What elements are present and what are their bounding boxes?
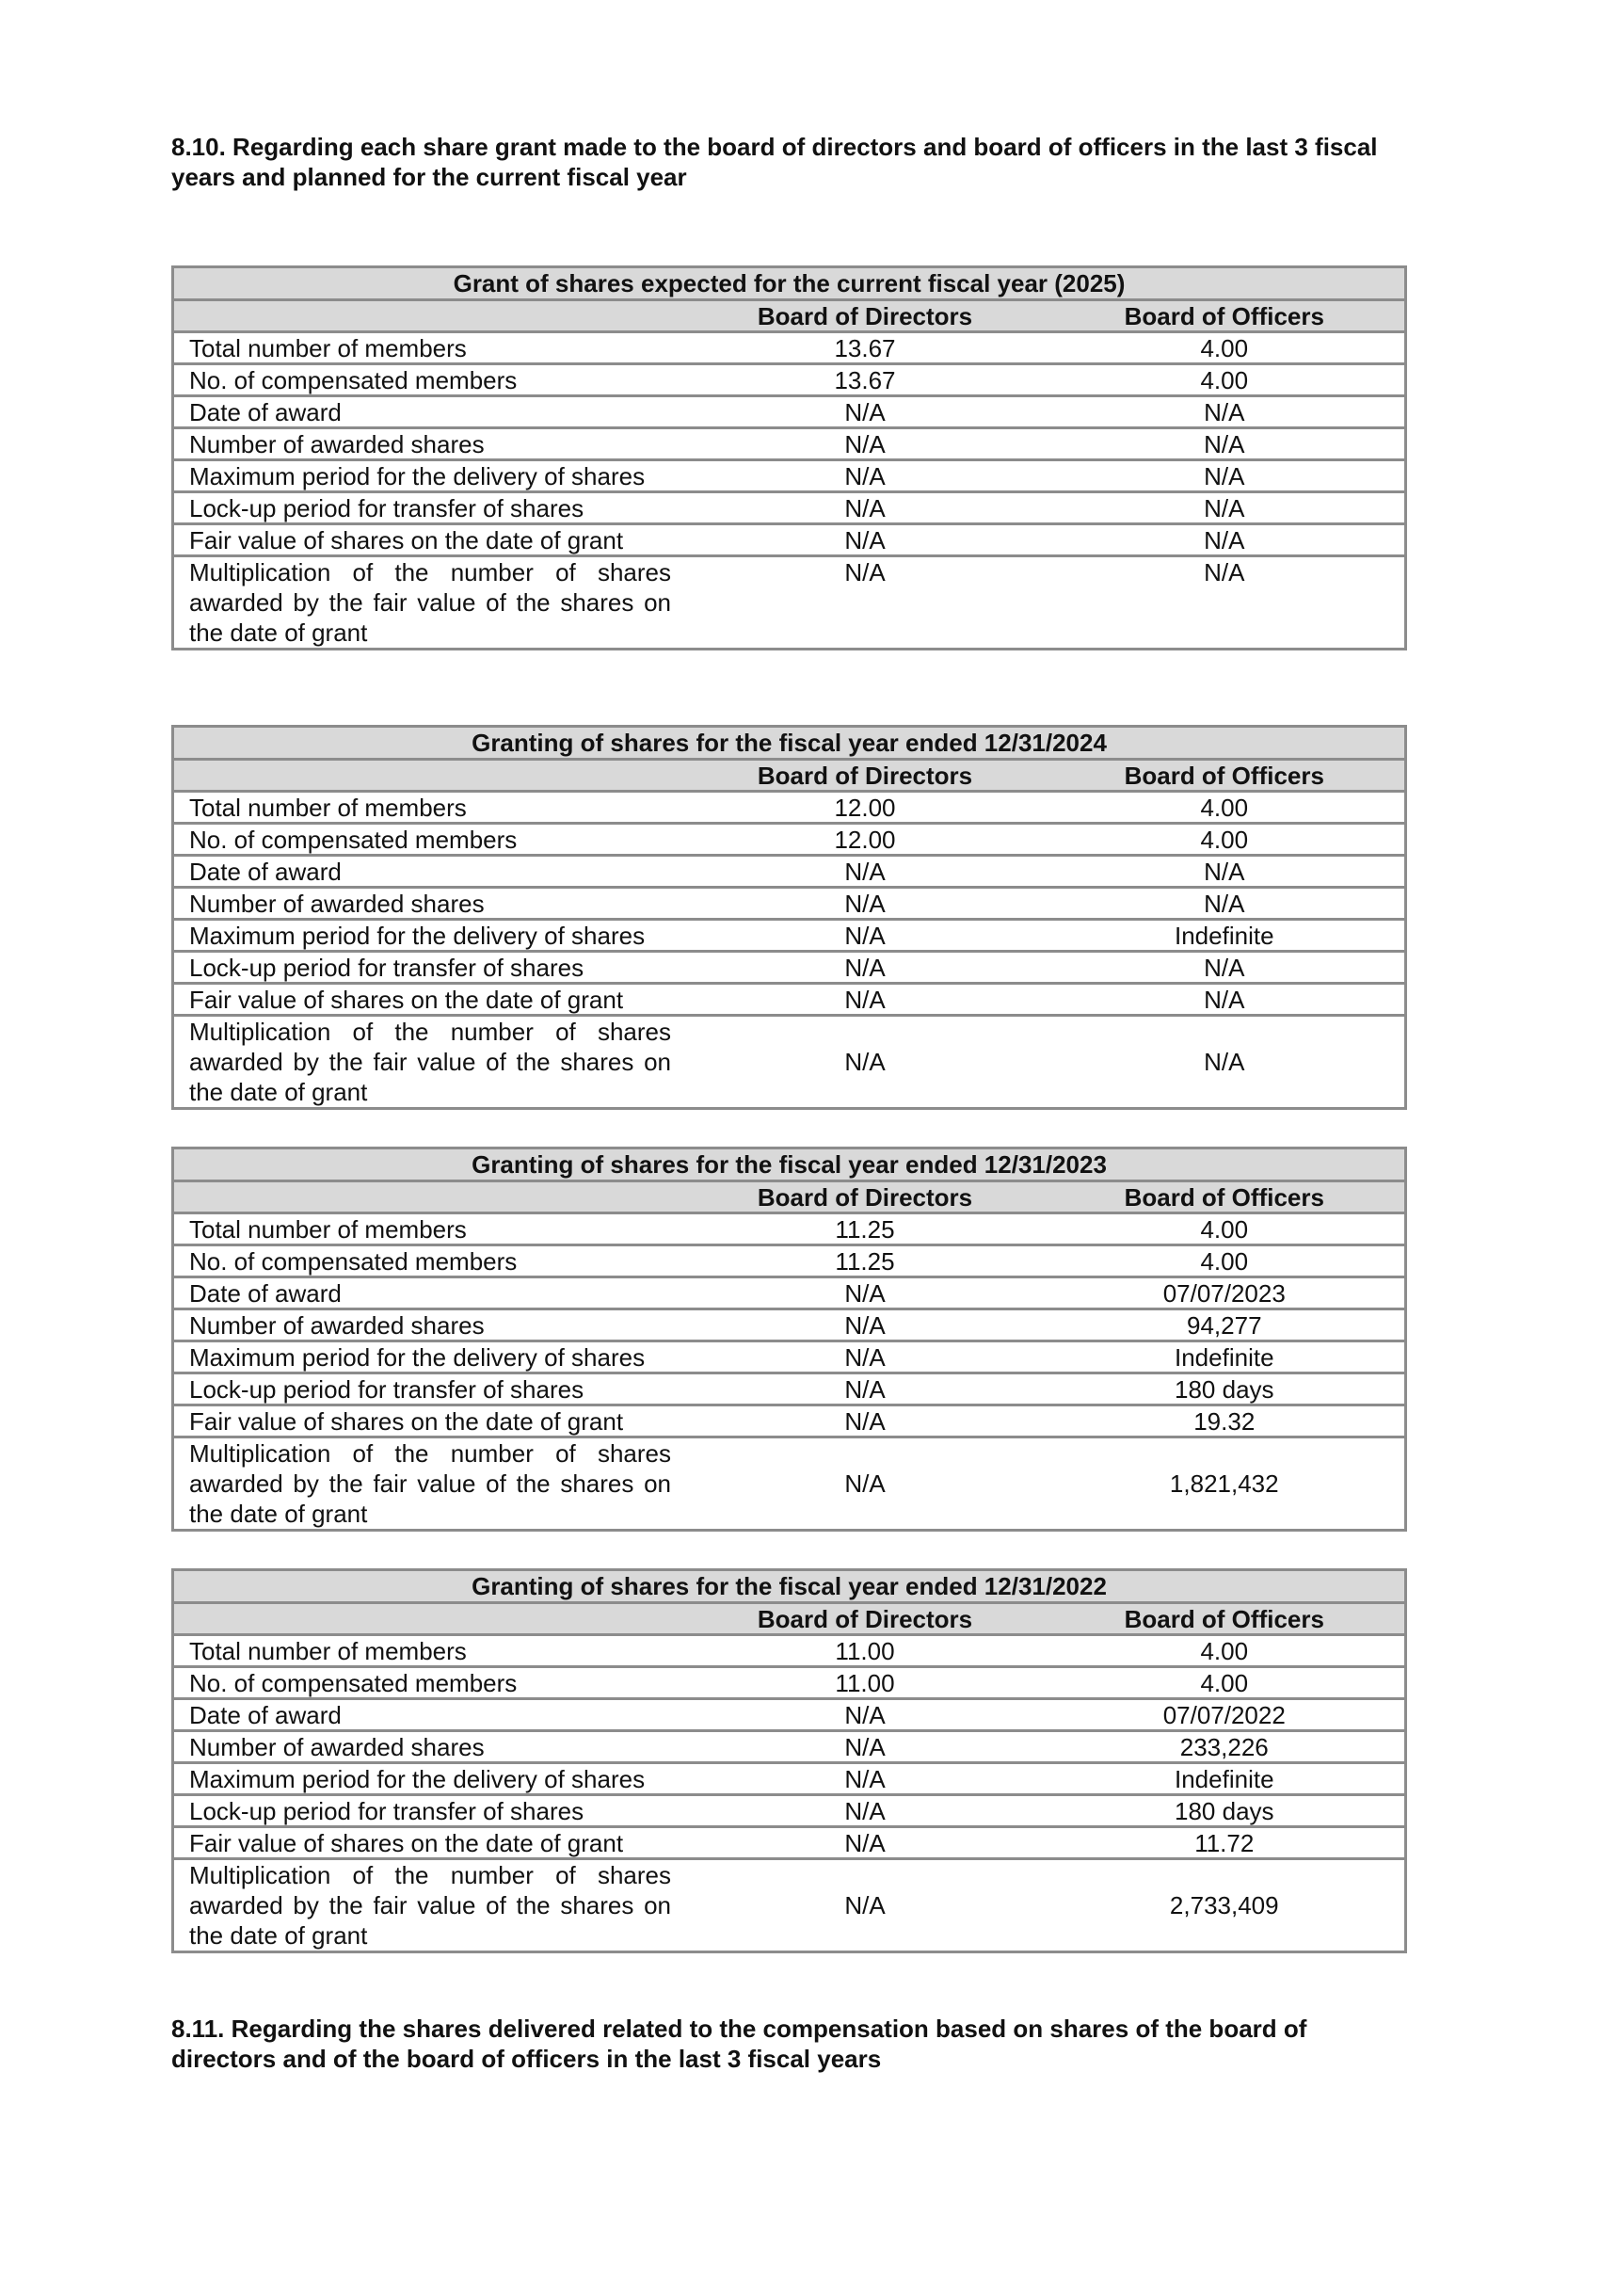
share-grant-table-2024 — [171, 725, 1407, 1110]
column-header-officers: Board of Officers — [1045, 760, 1406, 792]
row-label: Fair value of shares on the date of grant — [173, 524, 686, 556]
table-row — [173, 428, 1406, 460]
directors-value: N/A — [686, 1699, 1045, 1731]
officers-value: 2,733,409 — [1045, 1859, 1406, 1952]
table-row — [173, 888, 1406, 920]
directors-value: N/A — [686, 1731, 1045, 1763]
table-row — [173, 824, 1406, 856]
directors-value: 13.67 — [686, 364, 1045, 396]
directors-value: 11.00 — [686, 1635, 1045, 1667]
directors-value: 11.00 — [686, 1667, 1045, 1699]
directors-value: N/A — [686, 396, 1045, 428]
officers-value: 19.32 — [1045, 1405, 1406, 1437]
officers-value: N/A — [1045, 984, 1406, 1016]
row-label: Date of award — [173, 856, 686, 888]
table-row — [173, 1373, 1406, 1405]
officers-value: 1,821,432 — [1045, 1437, 1406, 1531]
directors-value: N/A — [686, 1795, 1045, 1827]
officers-value: N/A — [1045, 396, 1406, 428]
row-label: Fair value of shares on the date of grant — [173, 984, 686, 1016]
row-label: Date of award — [173, 396, 686, 428]
directors-value: N/A — [686, 1341, 1045, 1373]
officers-value: N/A — [1045, 428, 1406, 460]
table-row — [173, 556, 1406, 650]
directors-value: 11.25 — [686, 1213, 1045, 1245]
row-label: Lock-up period for transfer of shares — [173, 1795, 686, 1827]
table-row — [173, 1277, 1406, 1309]
column-header-directors: Board of Directors — [686, 300, 1045, 332]
officers-value: N/A — [1045, 492, 1406, 524]
directors-value: N/A — [686, 984, 1045, 1016]
directors-value: N/A — [686, 492, 1045, 524]
column-header-directors: Board of Directors — [686, 1181, 1045, 1213]
row-label: Fair value of shares on the date of grant — [173, 1405, 686, 1437]
row-label: Multiplication of the number of shares awarded by the fair value of the shares on the date of grant — [189, 1861, 671, 1950]
directors-value: N/A — [686, 1016, 1045, 1109]
officers-value: N/A — [1045, 856, 1406, 888]
column-header-officers: Board of Officers — [1045, 1603, 1406, 1635]
table-row — [173, 1437, 1406, 1531]
officers-value: 4.00 — [1045, 1667, 1406, 1699]
row-label: No. of compensated members — [173, 824, 686, 856]
officers-value: N/A — [1045, 460, 1406, 492]
table-row — [173, 1213, 1406, 1245]
row-label: No. of compensated members — [173, 1245, 686, 1277]
row-label: Number of awarded shares — [173, 428, 686, 460]
table-row — [173, 332, 1406, 364]
row-label: Number of awarded shares — [173, 888, 686, 920]
directors-value: N/A — [686, 1827, 1045, 1859]
row-label: Multiplication of the number of shares awarded by the fair value of the shares on the date of grant — [189, 1439, 671, 1528]
table-row — [173, 1763, 1406, 1795]
officers-value: 180 days — [1045, 1795, 1406, 1827]
row-label: Number of awarded shares — [173, 1309, 686, 1341]
officers-value: 4.00 — [1045, 332, 1406, 364]
row-label: Total number of members — [173, 1635, 686, 1667]
table-title: Granting of shares for the fiscal year ended 12/31/2023 — [173, 1148, 1406, 1181]
officers-value: 11.72 — [1045, 1827, 1406, 1859]
table-row — [173, 492, 1406, 524]
table-row — [173, 1699, 1406, 1731]
table-row — [173, 1341, 1406, 1373]
table-row — [173, 1827, 1406, 1859]
row-label: Maximum period for the delivery of shares — [173, 460, 686, 492]
officers-value: Indefinite — [1045, 920, 1406, 952]
row-label: Lock-up period for transfer of shares — [173, 492, 686, 524]
row-label: Total number of members — [173, 332, 686, 364]
table-title: Granting of shares for the fiscal year ended 12/31/2022 — [173, 1570, 1406, 1603]
column-header-blank — [173, 1181, 686, 1213]
directors-value: N/A — [686, 1405, 1045, 1437]
officers-value: N/A — [1045, 1016, 1406, 1109]
directors-value: N/A — [686, 920, 1045, 952]
section-8-10-heading: 8.10. Regarding each share grant made to the board of directors and board of officers in the last 3 fiscal years and planned for the current fiscal year — [171, 133, 1378, 191]
row-label: Date of award — [173, 1277, 686, 1309]
table-row — [173, 1731, 1406, 1763]
directors-value: N/A — [686, 524, 1045, 556]
row-label: Total number of members — [173, 792, 686, 824]
column-header-directors: Board of Directors — [686, 1603, 1045, 1635]
table-row — [173, 1667, 1406, 1699]
column-header-officers: Board of Officers — [1045, 300, 1406, 332]
row-label: Date of award — [173, 1699, 686, 1731]
directors-value: N/A — [686, 1309, 1045, 1341]
officers-value: N/A — [1045, 524, 1406, 556]
row-label: Fair value of shares on the date of grant — [173, 1827, 686, 1859]
table-row — [173, 396, 1406, 428]
table-row — [173, 1016, 1406, 1109]
officers-value: 4.00 — [1045, 792, 1406, 824]
row-label: Total number of members — [173, 1213, 686, 1245]
table-row — [173, 792, 1406, 824]
officers-value: Indefinite — [1045, 1341, 1406, 1373]
row-label: No. of compensated members — [173, 1667, 686, 1699]
row-label: Maximum period for the delivery of shares — [173, 920, 686, 952]
officers-value: N/A — [1045, 556, 1406, 650]
table-row — [173, 524, 1406, 556]
directors-value: N/A — [686, 888, 1045, 920]
column-header-officers: Board of Officers — [1045, 1181, 1406, 1213]
row-label: Maximum period for the delivery of shares — [173, 1763, 686, 1795]
officers-value: 4.00 — [1045, 824, 1406, 856]
column-header-blank — [173, 760, 686, 792]
officers-value: 94,277 — [1045, 1309, 1406, 1341]
row-label: Maximum period for the delivery of shares — [173, 1341, 686, 1373]
directors-value: 12.00 — [686, 792, 1045, 824]
table-row — [173, 856, 1406, 888]
table-row — [173, 460, 1406, 492]
table-row — [173, 952, 1406, 984]
directors-value: N/A — [686, 1437, 1045, 1531]
directors-value: N/A — [686, 460, 1045, 492]
officers-value: N/A — [1045, 952, 1406, 984]
section-8-11-heading: 8.11. Regarding the shares delivered related to the compensation based on shares of the board of directors and of the board of officers in the last 3 fiscal years — [171, 2015, 1307, 2073]
share-grant-table-2023 — [171, 1147, 1407, 1532]
row-label: Multiplication of the number of shares awarded by the fair value of the shares on the date of grant — [189, 1018, 671, 1106]
directors-value: N/A — [686, 952, 1045, 984]
officers-value: 180 days — [1045, 1373, 1406, 1405]
directors-value: N/A — [686, 1277, 1045, 1309]
table-row — [173, 984, 1406, 1016]
directors-value: N/A — [686, 428, 1045, 460]
directors-value: N/A — [686, 556, 1045, 650]
officers-value: 4.00 — [1045, 1635, 1406, 1667]
table-row — [173, 1859, 1406, 1952]
column-header-blank — [173, 300, 686, 332]
directors-value: 11.25 — [686, 1245, 1045, 1277]
share-grant-table-2025 — [171, 265, 1407, 650]
officers-value: N/A — [1045, 888, 1406, 920]
table-row — [173, 1405, 1406, 1437]
table-row — [173, 920, 1406, 952]
officers-value: 4.00 — [1045, 1213, 1406, 1245]
row-label: Number of awarded shares — [173, 1731, 686, 1763]
row-label: Lock-up period for transfer of shares — [173, 952, 686, 984]
table-row — [173, 1635, 1406, 1667]
row-label: Multiplication of the number of shares awarded by the fair value of the shares on the date of grant — [189, 558, 671, 647]
table-row — [173, 364, 1406, 396]
directors-value: N/A — [686, 1859, 1045, 1952]
row-label: No. of compensated members — [173, 364, 686, 396]
officers-value: 4.00 — [1045, 364, 1406, 396]
directors-value: N/A — [686, 1373, 1045, 1405]
table-row — [173, 1309, 1406, 1341]
officers-value: 07/07/2022 — [1045, 1699, 1406, 1731]
table-row — [173, 1795, 1406, 1827]
directors-value: 13.67 — [686, 332, 1045, 364]
column-header-blank — [173, 1603, 686, 1635]
officers-value: 4.00 — [1045, 1245, 1406, 1277]
share-grant-table-2022 — [171, 1568, 1407, 1953]
directors-value: 12.00 — [686, 824, 1045, 856]
officers-value: 07/07/2023 — [1045, 1277, 1406, 1309]
column-header-directors: Board of Directors — [686, 760, 1045, 792]
directors-value: N/A — [686, 856, 1045, 888]
officers-value: Indefinite — [1045, 1763, 1406, 1795]
directors-value: N/A — [686, 1763, 1045, 1795]
officers-value: 233,226 — [1045, 1731, 1406, 1763]
table-row — [173, 1245, 1406, 1277]
table-title: Granting of shares for the fiscal year ended 12/31/2024 — [173, 727, 1406, 760]
table-title: Grant of shares expected for the current fiscal year (2025) — [173, 267, 1406, 300]
row-label: Lock-up period for transfer of shares — [173, 1373, 686, 1405]
